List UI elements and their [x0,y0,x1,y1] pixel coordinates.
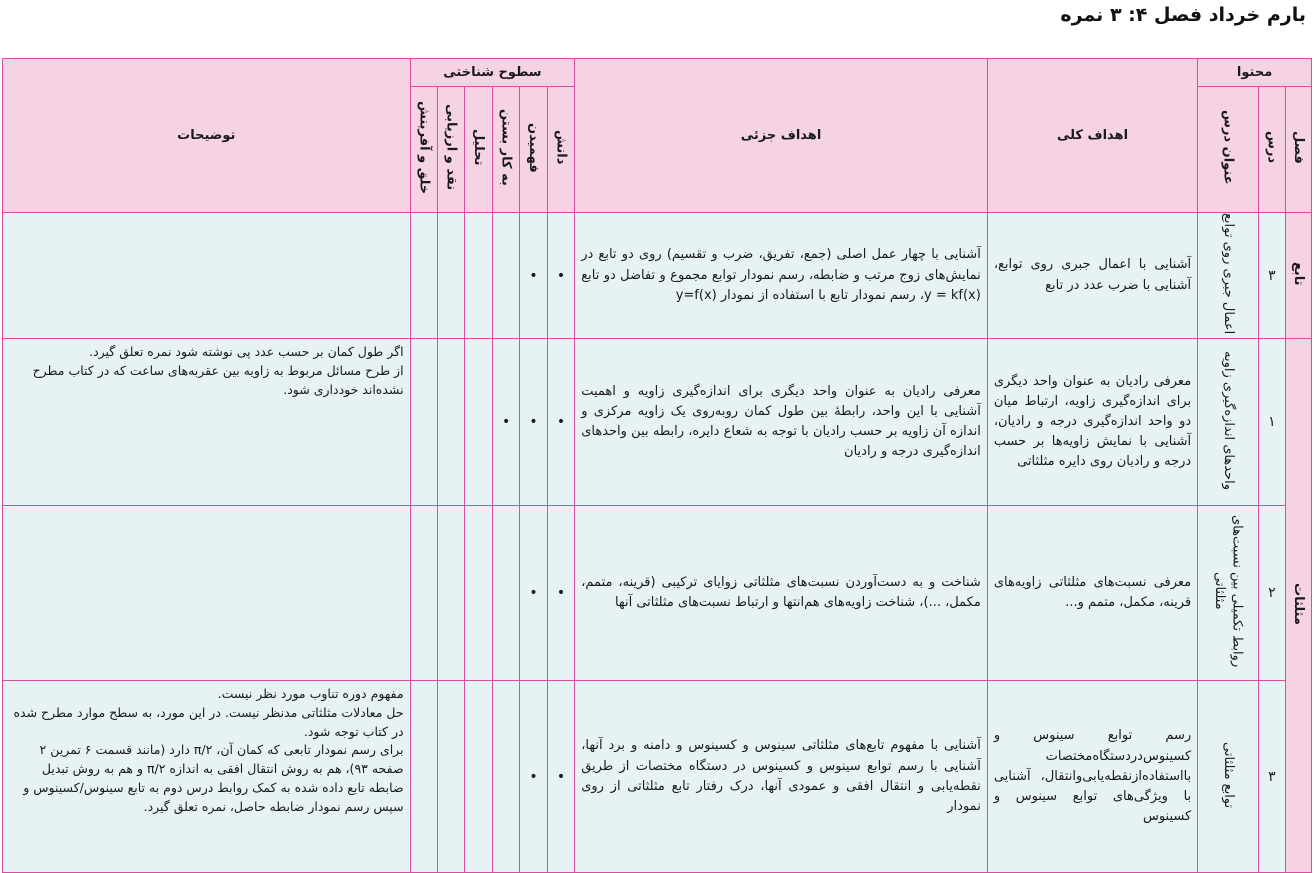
lesson-number: ۳ [1259,213,1285,339]
level-mark: • [547,506,574,681]
lesson-title: توابع مثلثاتی [1198,681,1259,873]
level-mark: • [520,213,547,339]
chapter-cell: تابع [1285,213,1311,339]
level-creation-header: خلق و آفرینش [410,87,437,213]
table-row [3,506,1312,681]
note-line: برای رسم نمودار تابعی که کمان آن، π/۲ دارد (مانند قسمت ۶ تمرین ۲ صفحه ۹۳)، هم به روش انتقال افقی به اندازه π/۲ و هم به روش تبدیل ضابطه تابع داده شده به کمک روابط درس دوم به تابع سینوس/کسینوس و سپس رسم نمودار ضابطه حاصل، نمره تعلق گیرد. [23,742,404,814]
note-line: حل معادلات مثلثاتی مدنظر نیست. در این مورد، به سطح موارد مطرح شده در کتاب توجه شود. [13,704,404,739]
rubric-table [2,58,1312,873]
lesson-title: روابط تکمیلی بین نسبت‌های مثلثاتی [1198,506,1259,681]
level-mark [465,339,492,506]
specific-goals: شناخت و به دست‌آوردن نسبت‌های مثلثاتی زوایای ترکیبی (قرینه، متمم، مکمل، ...)، شناخت زاویه‌های هم‌انتها و ارتباط نسبت‌های مثلثاتی آنها [575,506,988,681]
specific-goals-header: اهداف جزئی [575,59,988,213]
lesson-number: ۲ [1259,506,1285,681]
level-mark [438,339,465,506]
table-row [3,213,1312,339]
specific-goals: معرفی رادیان به عنوان واحد دیگری برای اندازه‌گیری زاویه و اهمیت آشنایی با این واحد، رابطهٔ بین طول کمان روبه‌روی یک زاویه مرکزی و اندازه آن زاویه بر حسب رادیان با توجه به شعاع دایره، رابطه بین واحدهای اندازه‌گیری درجه و رادیان [575,339,988,506]
lesson-number: ۳ [1259,681,1285,873]
level-mark [410,506,437,681]
level-mark [410,339,437,506]
chapter-cell: مثلثات [1285,339,1311,873]
note-line: اگر طول کمان بر حسب عدد پی نوشته شود نمره تعلق گیرد. [89,344,404,360]
level-mark: • [520,681,547,873]
level-mark: • [492,339,519,506]
level-mark [492,213,519,339]
note-line: از طرح مسائل مربوط به زاویه بین عقربه‌های ساعت که در کتاب مطرح نشده‌اند خودداری شود. [32,362,404,397]
level-mark [465,681,492,873]
notes-header: توضیحات [3,59,411,213]
level-mark [465,506,492,681]
lesson-header: درس [1259,87,1285,213]
level-mark: • [547,681,574,873]
specific-goals: آشنایی با مفهوم تابع‌های مثلثاتی سینوس و کسینوس و دامنه و برد آنها، آشنایی با رسم توابع سینوس و کسینوس در دستگاه مختصات از طریق نقطه‌یابی و انتقال افقی و عمودی آنها، درک رفتار تابع مثلثاتی از روی نمودار [575,681,988,873]
level-understanding-header: فهمیدن [520,87,547,213]
notes-cell [3,506,411,681]
content-header: محتوا [1198,59,1312,87]
level-mark: • [547,213,574,339]
specific-goals: آشنایی با چهار عمل اصلی (جمع، تفریق، ضرب و تقسیم) روی دو تابع در نمایش‌های زوج مرتب و ضابطه، رسم نمودار توابع مجموع و تفاضل دو تابع y = kf(x)، رسم نمودار تابع با استفاده از نمودار y=f(x) [575,213,988,339]
general-goals-header: اهداف کلی [987,59,1197,213]
table-row [3,681,1312,873]
level-mark [465,213,492,339]
level-analysis-header: تحلیل [465,87,492,213]
note-line: مفهوم دوره تناوب مورد نظر نیست. [217,686,404,702]
notes-cell [3,681,411,873]
level-mark: • [547,339,574,506]
chapter-header: فصل [1285,87,1311,213]
level-mark [492,506,519,681]
level-knowledge-header: دانش [547,87,574,213]
lesson-title: واحدهای اندازه‌گیری زاویه [1198,339,1259,506]
level-mark: • [520,506,547,681]
general-goals: آشنایی با اعمال جبری روی توابع، آشنایی با ضرب عدد در تابع [987,213,1197,339]
lesson-title: اعمال جبری روی توابع [1198,213,1259,339]
page-title: بارم خرداد فصل ۴: ۳ نمره [1060,4,1306,26]
general-goals: رسم توابع سینوس و کسینوس‌در‌دستگاه‌مختصات با‌استفاده‌از‌نقطه‌یابی‌و‌انتقال، آشنایی با ویژگی‌های توابع سینوس و کسینوس [987,681,1197,873]
level-evaluation-header: نقد و ارزیابی [438,87,465,213]
level-mark [438,681,465,873]
level-mark [410,213,437,339]
table-row [3,339,1312,506]
notes-cell [3,213,411,339]
level-mark [410,681,437,873]
general-goals: معرفی رادیان به عنوان واحد دیگری برای اندازه‌گیری زاویه، ارتباط میان دو واحد اندازه‌گیری درجه و رادیان، آشنایی با نمایش زاویه‌ها بر حسب درجه و رادیان روی دایره مثلثاتی [987,339,1197,506]
cognitive-levels-header: سطوح شناختی [410,59,575,87]
level-mark [492,681,519,873]
notes-cell [3,339,411,506]
level-mark [438,506,465,681]
lesson-number: ۱ [1259,339,1285,506]
level-mark [438,213,465,339]
general-goals: معرفی نسبت‌های مثلثاتی زاویه‌های قرینه، مکمل، متمم و... [987,506,1197,681]
level-mark: • [520,339,547,506]
level-applying-header: به کار بستن [492,87,519,213]
lesson-title-header: عنوان درس [1198,87,1259,213]
